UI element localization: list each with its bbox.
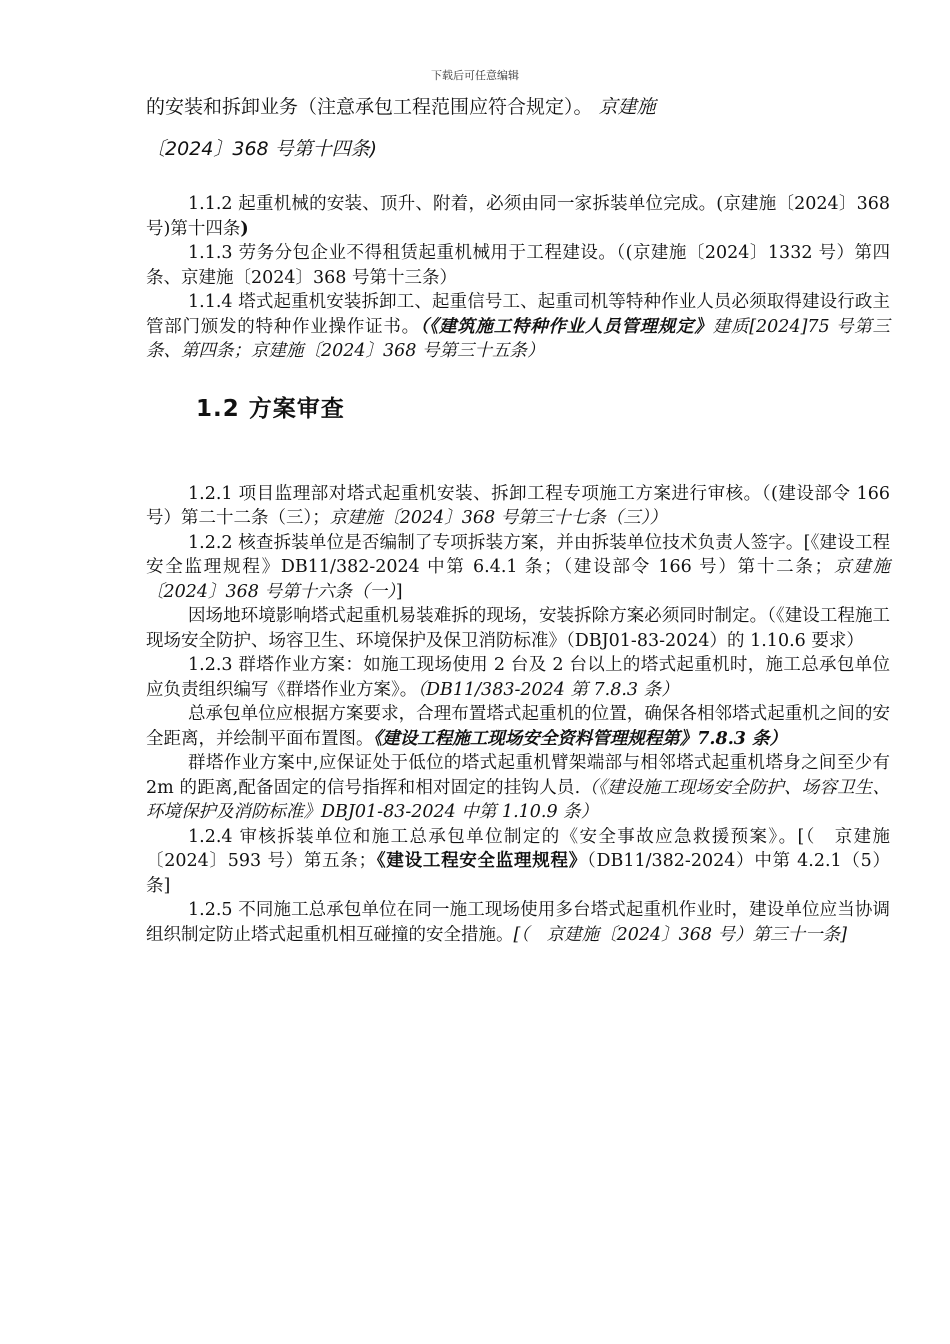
clause-1-2-1 (146, 482, 890, 531)
clause-1-2-3-distance (146, 751, 890, 825)
continuation-reference: 京建施 (598, 96, 656, 118)
clause-1-2-2-close: ] (395, 581, 403, 602)
clause-1-2-2-ref: 京建施〔2024〕368 号第十六条（一） (146, 557, 890, 602)
clause-1-1-2 (146, 192, 890, 241)
clause-1-1-4-ref-title: （《建筑施工特种作业人员管理规定》 (419, 316, 713, 337)
clause-1-2-3-layout (146, 702, 890, 751)
clause-1-2-4-text: 1.2.4 审核拆装单位和施工总承包单位制定的《安全事故应急救援预案》。[（ 京建施〔2024〕593 号）第五条； (146, 826, 890, 871)
page-header: 下载后可任意编辑 (431, 69, 519, 82)
clause-1-2-1-text: 1.2.1 项目监理部对塔式起重机安装、拆卸工程专项施工方案进行审核。（(建设部令 166 号）第二十二条（三）； (146, 483, 890, 528)
clause-1-2-2-note: 因场地环境影响塔式起重机易装难拆的现场，安装拆除方案必须同时制定。（《建设工程施工现场安全防护、场容卫生、环境保护及保卫消防标准》（DBJ01-83-2024）的 1.10.6 要求） (146, 606, 890, 651)
clause-1-1-3: 1.1.3 劳务分包企业不得租赁起重机械用于工程建设。（(京建施〔2024〕1332 号）第四条、京建施〔2024〕368 号第十三条） (146, 243, 890, 288)
clause-1-2-4-ref: （DB11/382-2024）中第 4.2.1（5）条] (146, 851, 890, 896)
clause-1-1-4-ref: 建质[2024]75 号第三条、第四条；京建施〔2024〕368 号第三十五条） (146, 316, 891, 361)
clause-1-2-4 (146, 825, 890, 899)
clause-1-2-5-text: 1.2.5 不同施工总承包单位在同一施工现场使用多台塔式起重机作业时，建设单位应当协调组织制定防止塔式起重机相互碰撞的安全措施。 (146, 900, 890, 945)
clause-1-2-5 (146, 898, 890, 947)
document-body (146, 92, 890, 947)
clause-1-1-2-text: 1.1.2 起重机械的安装、顶升、附着，必须由同一家拆装单位完成。(京建施〔2024〕368 号)第十四条 (146, 194, 890, 239)
clause-1-2-1-ref: 京建施〔2024〕368 号第三十七条（三）） (329, 508, 667, 528)
clause-1-1-4 (146, 290, 890, 364)
clause-1-2-3-distance-text: 群塔作业方案中,应保证处于低位的塔式起重机臂架端部与相邻塔式起重机塔身之间至少有 2m 的距离,配备固定的信号指挥和相对固定的挂钩人员. (146, 753, 890, 798)
clause-1-2-5-ref: [（ 京建施〔2024〕368 号）第三十一条] (513, 924, 847, 945)
continuation-line (146, 92, 890, 122)
clause-1-2-4-ref-title: 《建设工程安全监理规程》 (376, 851, 587, 871)
clause-1-2-2 (146, 531, 890, 605)
clause-1-2-3-text: 1.2.3 群塔作业方案：如施工现场使用 2 台及 2 台以上的塔式起重机时，施工总承包单位应负责组织编写《群塔作业方案》。 (146, 655, 890, 700)
clause-1-2-3-layout-ref: 《建设工程施工现场安全资料管理规程第》7.8.3 条） (373, 728, 788, 749)
clause-1-2-3-layout-text: 总承包单位应根据方案要求，合理布置塔式起重机的位置，确保各相邻塔式起重机之间的安全距离，并绘制平面布置图。 (146, 704, 890, 749)
clause-1-2-2-text: 1.2.2 核查拆装单位是否编制了专项拆装方案，并由拆装单位技术负责人签字。[《建设工程安全监理规程》DB11/382-2024 中第 6.4.1 条；（建设部令 166 号）第十二条； (146, 532, 890, 577)
continuation-reference-line: 〔2024〕368 号第十四条) (146, 138, 378, 160)
clause-1-1-2-close: ) (240, 218, 249, 239)
clause-1-1-4-text: 1.1.4 塔式起重机安装拆卸工、起重信号工、起重司机等特种作业人员必须取得建设行政主管部门颁发的特种作业操作证书。 (146, 292, 890, 337)
clause-1-2-3-ref: （DB11/383-2024 第 7.8.3 条） (417, 679, 679, 700)
clause-1-2-3 (146, 653, 890, 702)
section-title: 1.2 方案审查 (196, 395, 345, 422)
clause-1-2-3-distance-ref: （《建设施工现场安全防护、场容卫生、环境保护及消防标准》DBJ01-83-2024 中第 1.10.9 条） (146, 777, 891, 822)
continuation-text: 的安装和拆卸业务（注意承包工程范围应符合规定）。 (146, 96, 593, 118)
